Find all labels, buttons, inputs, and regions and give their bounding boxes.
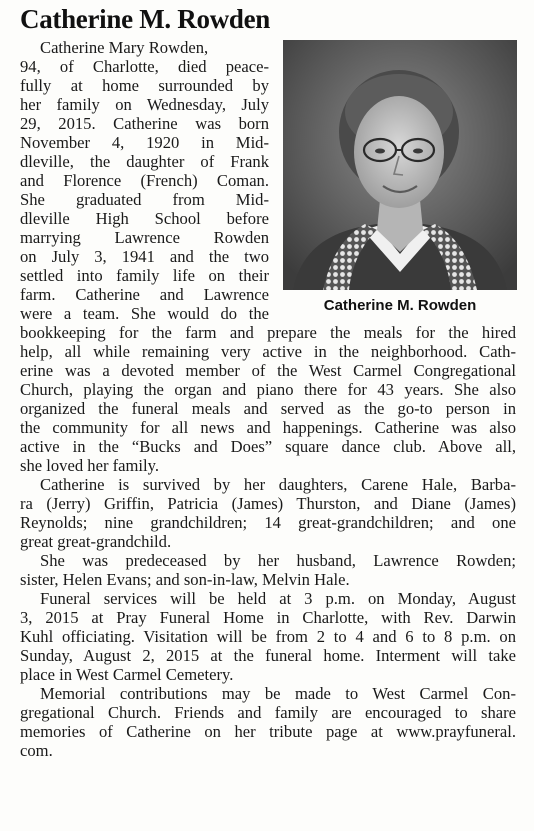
body-line: farm. Catherine and Lawrence: [20, 285, 269, 304]
portrait-image: [283, 40, 517, 290]
body-line: She was predeceased by her husband, Lawrence Rowden;: [40, 551, 516, 570]
body-line: dleville High School before: [20, 209, 269, 228]
body-line: She graduated from Mid-: [20, 190, 269, 209]
portrait-caption: Catherine M. Rowden: [323, 297, 477, 314]
body-line: were a team. She would do the: [20, 304, 269, 323]
portrait-block: [283, 40, 517, 322]
body-line: on July 3, 1941 and the two: [20, 247, 269, 266]
body-line: ra (Jerry) Griffin, Patricia (James) Thurston, and Diane (James): [20, 494, 516, 513]
body-line: Church, playing the organ and piano there for 43 years. She also: [20, 380, 516, 399]
body-line: bookkeeping for the farm and prepare the meals for the hired: [20, 323, 516, 342]
body-line: Catherine is survived by her daughters, Carene Hale, Barba-: [40, 475, 516, 494]
body-line: fully at home surrounded by: [20, 76, 269, 95]
body-line: November 4, 1920 in Mid-: [20, 133, 269, 152]
body-line: organized the funeral meals and served as the go-to person in: [20, 399, 516, 418]
body-line: marrying Lawrence Rowden: [20, 228, 269, 247]
body-line: Sunday, August 2, 2015 at the funeral home. Interment will take: [20, 646, 516, 665]
body-line: active in the “Bucks and Does” square dance club. Above all,: [20, 437, 516, 456]
body-line: com.: [20, 741, 53, 760]
body-line: 3, 2015 at Pray Funeral Home in Charlotte, with Rev. Darwin: [20, 608, 516, 627]
body-line: her family on Wednesday, July: [20, 95, 269, 114]
body-line: 29, 2015. Catherine was born: [20, 114, 269, 133]
body-line: 94, of Charlotte, died peace-: [20, 57, 269, 76]
body-line: Kuhl officiating. Visitation will be from 2 to 4 and 6 to 8 p.m. on: [20, 627, 516, 646]
body-line: memories of Catherine on her tribute page at www.prayfuneral.: [20, 722, 516, 741]
body-line: help, all while remaining very active in the neighborhood. Cath-: [20, 342, 516, 361]
body-line: and Florence (French) Coman.: [20, 171, 269, 190]
body-line: place in West Carmel Cemetery.: [20, 665, 234, 684]
body-line: Reynolds; nine grandchildren; 14 great-grandchildren; and one: [20, 513, 516, 532]
body-line: sister, Helen Evans; and son-in-law, Melvin Hale.: [20, 570, 350, 589]
body-line: erine was a devoted member of the West Carmel Congregational: [20, 361, 516, 380]
body-line: dleville, the daughter of Frank: [20, 152, 269, 171]
body-line: Funeral services will be held at 3 p.m. on Monday, August: [40, 589, 516, 608]
body-line: the community for all news and happenings. Catherine was also: [20, 418, 516, 437]
body-line: Catherine Mary Rowden,: [40, 38, 209, 57]
portrait-photo: [283, 40, 517, 290]
body-line: great great-grandchild.: [20, 532, 172, 551]
body-line: Memorial contributions may be made to West Carmel Con-: [40, 684, 516, 703]
body-line: gregational Church. Friends and family are encouraged to share: [20, 703, 516, 722]
body-line: settled into family life on their: [20, 266, 269, 285]
obituary-headline: Catherine M. Rowden: [20, 4, 271, 34]
body-line: she loved her family.: [20, 456, 160, 475]
